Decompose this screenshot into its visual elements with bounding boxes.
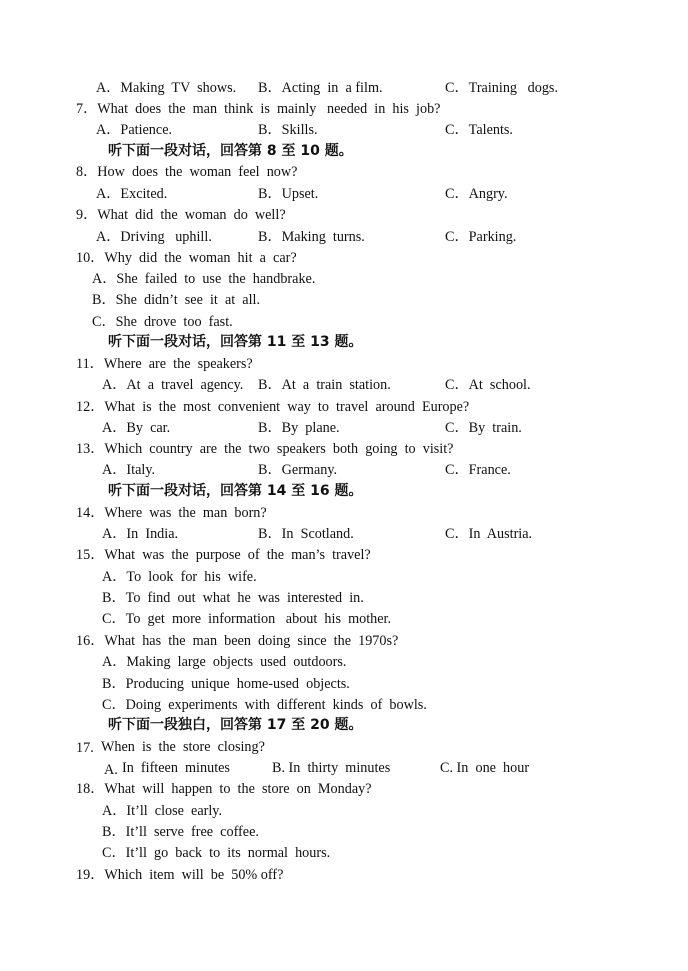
q8-stem: 8．How does the woman feel now?: [76, 164, 298, 180]
q17-stem: When is the store closing?: [101, 739, 265, 755]
q11-stem: 11．Where are the speakers?: [76, 356, 253, 372]
q13-stem: 13．Which country are the two speakers both going to visit?: [76, 441, 454, 457]
q17-option-a-letter: A.: [104, 762, 118, 778]
q10-option-a: A．She failed to use the handbrake.: [92, 271, 316, 287]
q14-option-c: C．In Austria.: [445, 526, 533, 542]
q8-option-b: B．Upset.: [258, 186, 319, 202]
q10-stem: 10．Why did the woman hit a car?: [76, 250, 297, 266]
q12-option-c: C．By train.: [445, 420, 522, 436]
q8-option-a: A．Excited.: [96, 186, 168, 202]
q6-option-a: A．Making TV shows.: [96, 80, 237, 96]
q12-option-a: A．By car.: [102, 420, 171, 436]
q10-option-c: C．She drove too fast.: [92, 314, 233, 330]
q13-option-a: A．Italy.: [102, 462, 156, 478]
q6-option-b: B．Acting in a film.: [258, 80, 383, 96]
q7-option-c: C．Talents.: [445, 122, 513, 138]
q16-option-a: A．Making large objects used outdoors.: [102, 654, 347, 670]
q15-option-a: A．To look for his wife.: [102, 569, 257, 585]
q9-option-a: A．Driving uphill.: [96, 229, 212, 245]
q6-option-c: C．Training dogs.: [445, 80, 558, 96]
q16-stem: 16．What has the man been doing since the 1970s?: [76, 633, 399, 649]
section-heading: 听下面一段对话，回答第 14 至 16 题。: [108, 483, 363, 499]
q14-stem: 14．Where was the man born?: [76, 505, 267, 521]
q17-option-b: B. In thirty minutes: [272, 760, 391, 776]
q16-option-c: C．Doing experiments with different kinds of bowls.: [102, 697, 427, 713]
q16-option-b: B．Producing unique home-used objects.: [102, 676, 350, 692]
q18-stem: 18．What will happen to the store on Monday?: [76, 781, 372, 797]
q17-option-c: C. In one hour: [440, 760, 530, 776]
q15-option-b: B．To find out what he was interested in.: [102, 590, 364, 606]
q11-option-b: B．At a train station.: [258, 377, 391, 393]
q9-stem: 9．What did the woman do well?: [76, 207, 286, 223]
q10-option-b: B．She didn’t see it at all.: [92, 292, 260, 308]
q18-option-b: B．It’ll serve free coffee.: [102, 824, 259, 840]
q9-option-b: B．Making turns.: [258, 229, 365, 245]
section-heading: 听下面一段对话，回答第 8 至 10 题。: [108, 143, 353, 159]
q15-option-c: C．To get more information about his mother.: [102, 611, 392, 627]
q15-stem: 15．What was the purpose of the man’s travel?: [76, 547, 371, 563]
q8-option-c: C．Angry.: [445, 186, 508, 202]
q12-stem: 12．What is the most convenient way to travel around Europe?: [76, 399, 470, 415]
q7-option-b: B．Skills.: [258, 122, 318, 138]
q14-option-b: B．In Scotland.: [258, 526, 354, 542]
q11-option-c: C．At school.: [445, 377, 531, 393]
q18-option-c: C．It’ll go back to its normal hours.: [102, 845, 331, 861]
q7-option-a: A．Patience.: [96, 122, 173, 138]
q13-option-c: C．France.: [445, 462, 511, 478]
section-heading: 听下面一段独白，回答第 17 至 20 题。: [108, 717, 363, 733]
q14-option-a: A．In India.: [102, 526, 179, 542]
q13-option-b: B．Germany.: [258, 462, 338, 478]
section-heading: 听下面一段对话，回答第 11 至 13 题。: [108, 334, 363, 350]
q17-number: 17.: [76, 740, 94, 756]
q17-option-a: In fifteen minutes: [122, 760, 230, 776]
q11-option-a: A．At a travel agency.: [102, 377, 244, 393]
q12-option-b: B．By plane.: [258, 420, 340, 436]
q19-stem: 19．Which item will be 50% off?: [76, 867, 284, 883]
q9-option-c: C．Parking.: [445, 229, 517, 245]
q18-option-a: A．It’ll close early.: [102, 803, 223, 819]
q7-stem: 7．What does the man think is mainly needed in his job?: [76, 101, 441, 117]
